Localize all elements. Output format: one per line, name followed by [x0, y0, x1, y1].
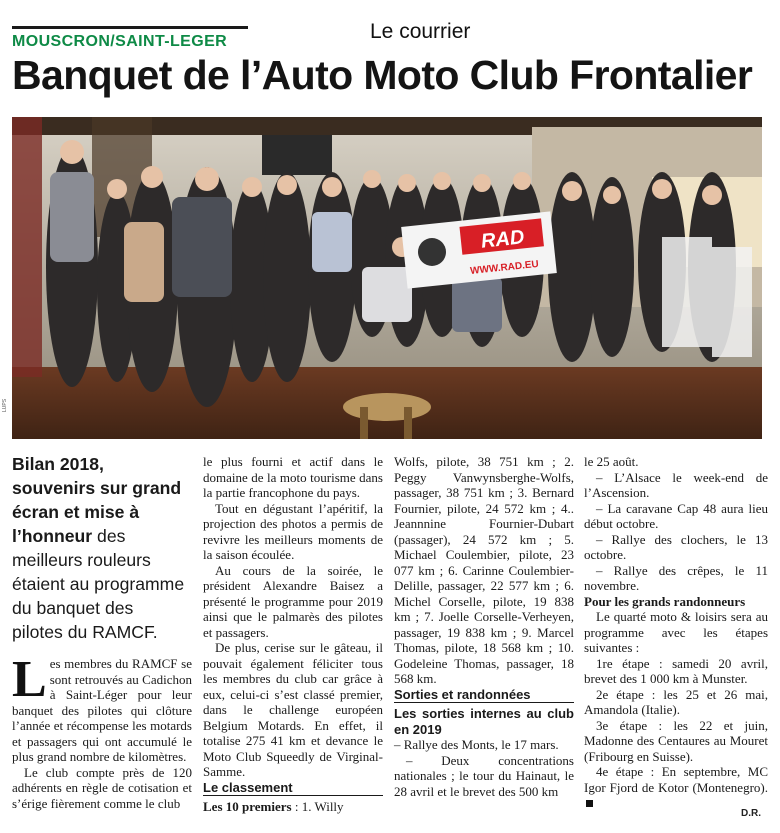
- lead-text: des meilleurs rouleurs étaient au programme du banquet des pilotes du RAMCF.: [12, 526, 185, 642]
- top10-label: Les 10 premiers: [203, 799, 292, 814]
- heading-sorties: Sorties et randonnées: [394, 686, 531, 702]
- lead-bold: Bilan 2018, souvenirs sur grand écran et mise à l’honneur: [12, 454, 182, 546]
- sortie-2-start: – Deux concentrations nationales ; le tour du Hainaut, le 28 avril et le brevet des 500 km: [394, 752, 574, 799]
- group-photo-illustration: [12, 117, 762, 439]
- top10-start: : 1. Willy: [291, 799, 344, 814]
- newspaper-name: Le courrier: [370, 20, 471, 43]
- heading-randonneurs: Pour les grands randonneurs: [584, 593, 746, 609]
- article-column-2: [203, 454, 383, 815]
- banner-text: RAD: [479, 226, 526, 253]
- paragraph-4: Tout en dégustant l’apéritif, la projection des photos a permis de revivre les meilleurs moments de la saison écoulée.: [203, 500, 383, 562]
- etape-3: 3e étape : les 22 et juin, Madonne des Centaures au Mouret (Fribourg en Suisse).: [584, 717, 768, 764]
- sortie-5: – Rallye des clochers, le 13 octobre.: [584, 531, 768, 562]
- photo-credit: LUPS: [2, 398, 8, 412]
- paragraph-1: es membres du RAMCF se sont retrouvés au Cadichon à Saint-Léger pour leur banquet des pilotes qui clôture l’année et récompense les motards et passagers qui ont accumulé le plus grand nombre de kilomètres.: [12, 656, 192, 764]
- etape-2: 2e étape : les 25 et 26 mai, Amandola (Italie).: [584, 686, 768, 717]
- article-column-1: [12, 651, 192, 811]
- article-column-3: [394, 454, 574, 799]
- sortie-6: – Rallye des crêpes, le 11 novembre.: [584, 562, 768, 593]
- headline: Banquet de l’Auto Moto Club Frontalier: [12, 52, 753, 98]
- paragraph-3: le plus fourni et actif dans le domaine de la moto tourisme dans la partie francophone du pays.: [203, 454, 383, 500]
- sortie-4: – La caravane Cap 48 aura lieu début octobre.: [584, 500, 768, 531]
- top10-text: Wolfs, pilote, 38 751 km ; 2. Peggy Vanwynsberghe-Wolfs, passager, 38 751 km ; 3. Bernard Fournier, pilote, 24 572 km ; 4.. Jeannnine Fournier-Dubart (passager), 24 572 km ; 5. Michael Coulembier, pilote, 23 077 km ; 6. Carinne Coulembier-Delille, passager, 22 577 km ; 6. Michel Corselle, pilote, 19 838 km ; 7. Joelle Corselle-Verheyen, passager, 19 838 km ; 9. Marcel Thomas, pilote, 18 568 km ; 10. Godeleine Thomas, passager, 18 568 km.: [394, 454, 574, 686]
- randonneurs-intro: Le quarté moto & loisirs sera au programme avec les étapes suivantes :: [584, 609, 768, 655]
- section-rule: [12, 26, 248, 29]
- sortie-1: – Rallye des Monts, le 17 mars.: [394, 737, 559, 752]
- article-column-4: [584, 454, 768, 811]
- sortie-3: – L’Alsace le week-end de l’Ascension.: [584, 469, 768, 500]
- etape-1: 1re étape : samedi 20 avril, brevet des 1 000 km à Munster.: [584, 655, 768, 686]
- section-label: MOUSCRON/SAINT-LEGER: [12, 33, 228, 50]
- paragraph-5: Au cours de la soirée, le président Alexandre Baisez a présenté le programme pour 2019 ainsi que le palmarès des pilotes et passagers.: [203, 562, 383, 640]
- author-signature: D.R.: [741, 808, 761, 819]
- group-photo: [12, 117, 762, 439]
- lead-paragraph: [12, 452, 188, 644]
- drop-cap: L: [12, 651, 47, 708]
- paragraph-6: De plus, cerise sur le gâteau, il pouvait également féliciter tous les membres du club car grâce à eux, celui-ci s’est classé premier, dans le challenge européen Belgium Motards. En effet, il totalise 275 41 km et devance le Moto Club Squeedly de Virginal-Samme.: [203, 640, 383, 779]
- heading-classement: Le classement: [203, 779, 293, 795]
- banner-url: WWW.RAD.EU: [469, 258, 540, 278]
- etape-4: 4e étape : En septembre, MC Igor Fjord de Kotor (Montenegro).: [584, 764, 768, 795]
- heading-internes: Les sorties internes au club en 2019: [394, 702, 574, 737]
- sortie-2-end: le 25 août.: [584, 454, 639, 469]
- end-mark: [586, 800, 593, 807]
- paragraph-2: Le club compte près de 120 adhérents en règle de cotisation et s’érige fièrement comme le club: [12, 764, 192, 811]
